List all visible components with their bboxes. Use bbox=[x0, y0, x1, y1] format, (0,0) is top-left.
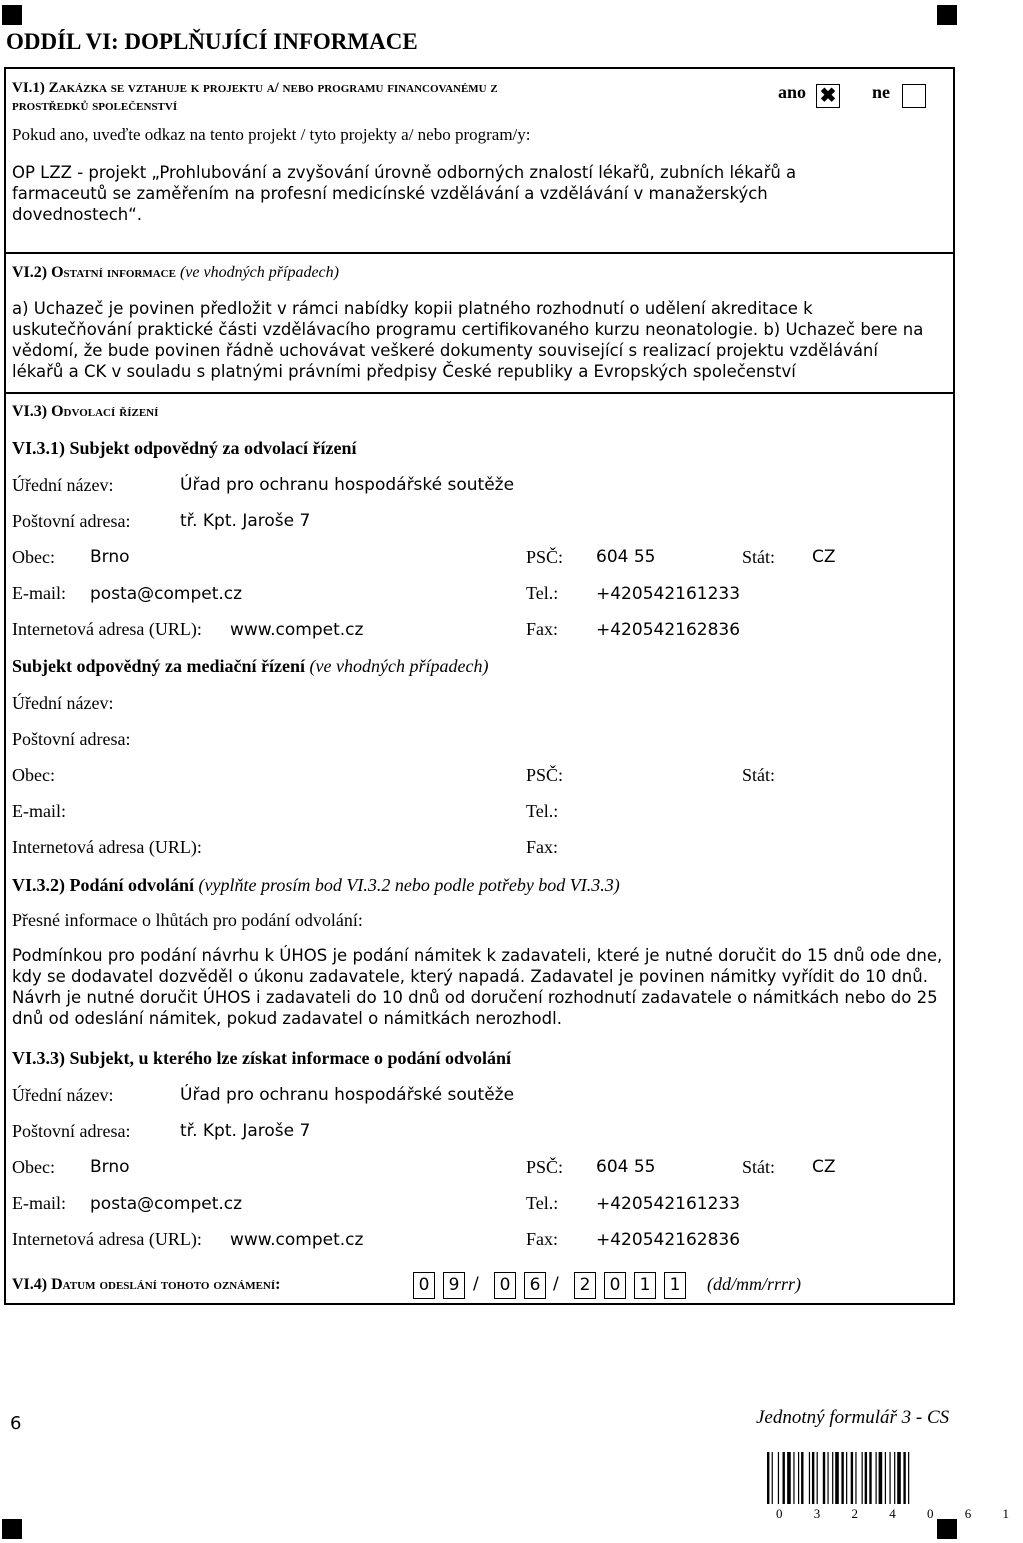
b2-tel-label: Tel.: bbox=[526, 801, 559, 821]
b3-addr-label: Poštovní adresa: bbox=[12, 1121, 131, 1141]
section-title: ODDÍL VI: DOPLŇUJÍCÍ INFORMACE bbox=[6, 29, 418, 54]
date-day-2[interactable]: 9 bbox=[443, 1272, 465, 1299]
date-sep-2: / bbox=[553, 1274, 559, 1294]
b1-name: Úřad pro ochranu hospodářské soutěže bbox=[180, 475, 515, 495]
b3-psc-label: PSČ: bbox=[526, 1157, 564, 1177]
date-year-1[interactable]: 2 bbox=[574, 1272, 596, 1299]
date-month-2[interactable]: 6 bbox=[524, 1272, 546, 1299]
vi3-2-heading bbox=[12, 875, 620, 896]
date-month-1[interactable]: 0 bbox=[494, 1272, 516, 1299]
divider-vi1 bbox=[4, 252, 955, 254]
b2-url-label: Internetová adresa (URL): bbox=[12, 837, 202, 857]
b3-fax: +420542162836 bbox=[596, 1230, 741, 1250]
date-day-1[interactable]: 0 bbox=[413, 1272, 435, 1299]
vi3-2-question: Přesné informace o lhůtách pro podání odvolání: bbox=[12, 910, 363, 930]
b1-addr-label: Poštovní adresa: bbox=[12, 511, 131, 531]
b1-psc-label: PSČ: bbox=[526, 547, 564, 567]
b1-addr: tř. Kpt. Jaroše 7 bbox=[180, 511, 311, 531]
vi3-1-heading: VI.3.1) Subjekt odpovědný za odvolací řízení bbox=[12, 438, 357, 458]
ano-checkbox[interactable]: ✖ bbox=[816, 84, 840, 108]
b1-fax: +420542162836 bbox=[596, 620, 741, 640]
vi3-2-heading-note: (vyplňte prosím bod VI.3.2 nebo podle potřeby bod VI.3.3) bbox=[198, 875, 620, 895]
vi4-heading-text: Datum odeslání tohoto oznámení: bbox=[51, 1276, 281, 1293]
barcode-digits: 0 3 2 4 0 6 1 bbox=[776, 1506, 1023, 1521]
barcode bbox=[767, 1452, 953, 1504]
b3-url: www.compet.cz bbox=[230, 1230, 364, 1250]
b1-email: posta@compet.cz bbox=[90, 584, 243, 604]
b3-addr: tř. Kpt. Jaroše 7 bbox=[180, 1121, 311, 1141]
date-year-4[interactable]: 1 bbox=[664, 1272, 686, 1299]
date-sep-1: / bbox=[473, 1274, 479, 1294]
vi2-heading-text: Ostatní informace bbox=[51, 264, 176, 281]
vi1-heading-line2: prostředků společenství bbox=[12, 98, 178, 114]
vi3-heading bbox=[12, 403, 158, 421]
b1-city-label: Obec: bbox=[12, 547, 55, 567]
vi3-heading-num: VI.3) bbox=[12, 403, 48, 420]
vi3-2-text: Podmínkou pro podání návrhu k ÚHOS je podání námitek k zadavateli, které je nutné doručit do 15 dnů ode dne, kdy se dodavatel dozvěděl o úkonu zadavatele, který napadá. Zadavatel je povinen námitky vyřídit do 10 dnů. Návrh je nutné doručit ÚHOS i zadavateli do 10 dnů od doručení rozhodnutí zadavatele o námitkách nebo do 25 dnů od odeslání námitek, pokud zadavatel o námitkách nerozhodl. bbox=[12, 946, 943, 1028]
vi2-heading bbox=[12, 264, 339, 282]
page-number: 6 bbox=[10, 1413, 22, 1434]
registration-mark-top-left bbox=[2, 5, 22, 25]
b3-psc: 604 55 bbox=[596, 1157, 656, 1177]
b1-state: CZ bbox=[812, 547, 836, 567]
b1-email-label: E-mail: bbox=[12, 583, 66, 603]
b1-fax-label: Fax: bbox=[526, 619, 559, 639]
registration-mark-bottom-right bbox=[937, 1519, 957, 1539]
vi1-heading-line1: Zakázka se vztahuje k projektu a/ nebo programu financovanému z bbox=[48, 80, 498, 96]
vi2-text: a) Uchazeč je povinen předložit v rámci nabídky kopii platného rozhodnutí o udělení akreditace k uskutečňování praktické části vzdělávacího programu certifikovaného kurzu neonatologie. b) Uchazeč bere na vědomí, že bude povinen řádně uchovávat veškeré dokumenty související s realizací projektu vzdělávání lékařů a CK v souladu s platnými právními předpisy České republiky a Evropských společenství bbox=[12, 299, 924, 381]
b3-name-label: Úřední název: bbox=[12, 1085, 114, 1105]
vi1-answer: OP LZZ - projekt „Prohlubování a zvyšování úrovně odborných znalostí lékařů, zubních lékařů a farmaceutů se zaměřením na profesní medicínské vzdělávání a vzdělávání v manažerských dovednostech“. bbox=[12, 163, 797, 224]
registration-mark-top-right bbox=[937, 5, 957, 25]
b1-tel-label: Tel.: bbox=[526, 583, 559, 603]
b1-url: www.compet.cz bbox=[230, 620, 364, 640]
vi2-heading-num: VI.2) bbox=[12, 264, 48, 281]
vi3-3-heading: VI.3.3) Subjekt, u kterého lze získat informace o podání odvolání bbox=[12, 1048, 512, 1068]
b3-city-label: Obec: bbox=[12, 1157, 55, 1177]
b2-addr-label: Poštovní adresa: bbox=[12, 729, 131, 749]
b3-name: Úřad pro ochranu hospodářské soutěže bbox=[180, 1085, 515, 1105]
vi1-heading bbox=[12, 79, 498, 115]
b2-email-label: E-mail: bbox=[12, 801, 66, 821]
b2-state-label: Stát: bbox=[742, 765, 776, 785]
vi4-heading bbox=[12, 1276, 280, 1294]
ano-label: ano bbox=[778, 82, 807, 102]
b3-tel-label: Tel.: bbox=[526, 1193, 559, 1213]
b1-city: Brno bbox=[90, 547, 130, 567]
ne-checkbox[interactable] bbox=[902, 84, 926, 108]
b1-psc: 604 55 bbox=[596, 547, 656, 567]
b2-psc-label: PSČ: bbox=[526, 765, 564, 785]
b1-name-label: Úřední název: bbox=[12, 475, 114, 495]
date-year-3[interactable]: 1 bbox=[634, 1272, 656, 1299]
mediation-heading-text: Subjekt odpovědný za mediační řízení bbox=[12, 656, 306, 676]
b3-state: CZ bbox=[812, 1157, 836, 1177]
date-format: (dd/mm/rrrr) bbox=[707, 1274, 802, 1294]
b3-tel: +420542161233 bbox=[596, 1194, 741, 1214]
vi1-heading-num: VI.1) bbox=[12, 80, 45, 96]
b3-url-label: Internetová adresa (URL): bbox=[12, 1229, 202, 1249]
b3-city: Brno bbox=[90, 1157, 130, 1177]
vi1-question: Pokud ano, uveďte odkaz na tento projekt / tyto projekty a/ nebo program/y: bbox=[12, 125, 531, 144]
vi4-heading-num: VI.4) bbox=[12, 1276, 48, 1293]
b3-email: posta@compet.cz bbox=[90, 1194, 243, 1214]
b3-state-label: Stát: bbox=[742, 1157, 776, 1177]
b3-email-label: E-mail: bbox=[12, 1193, 66, 1213]
vi3-2-heading-text: VI.3.2) Podání odvolání bbox=[12, 875, 195, 895]
vi2-text-clip bbox=[12, 298, 942, 391]
form-name: Jednotný formulář 3 - CS bbox=[756, 1407, 950, 1428]
divider-vi2 bbox=[4, 392, 955, 394]
b1-url-label: Internetová adresa (URL): bbox=[12, 619, 202, 639]
b1-state-label: Stát: bbox=[742, 547, 776, 567]
b1-tel: +420542161233 bbox=[596, 584, 741, 604]
vi3-heading-text: Odvolací řízení bbox=[51, 403, 159, 420]
registration-mark-bottom-left bbox=[2, 1519, 22, 1539]
vi2-heading-note: (ve vhodných případech) bbox=[179, 264, 339, 281]
ne-label: ne bbox=[872, 82, 890, 102]
mediation-heading bbox=[12, 656, 488, 677]
mediation-heading-note: (ve vhodných případech) bbox=[309, 656, 489, 676]
date-year-2[interactable]: 0 bbox=[604, 1272, 626, 1299]
b3-fax-label: Fax: bbox=[526, 1229, 559, 1249]
b2-name-label: Úřední název: bbox=[12, 693, 114, 713]
b2-fax-label: Fax: bbox=[526, 837, 559, 857]
b2-city-label: Obec: bbox=[12, 765, 55, 785]
